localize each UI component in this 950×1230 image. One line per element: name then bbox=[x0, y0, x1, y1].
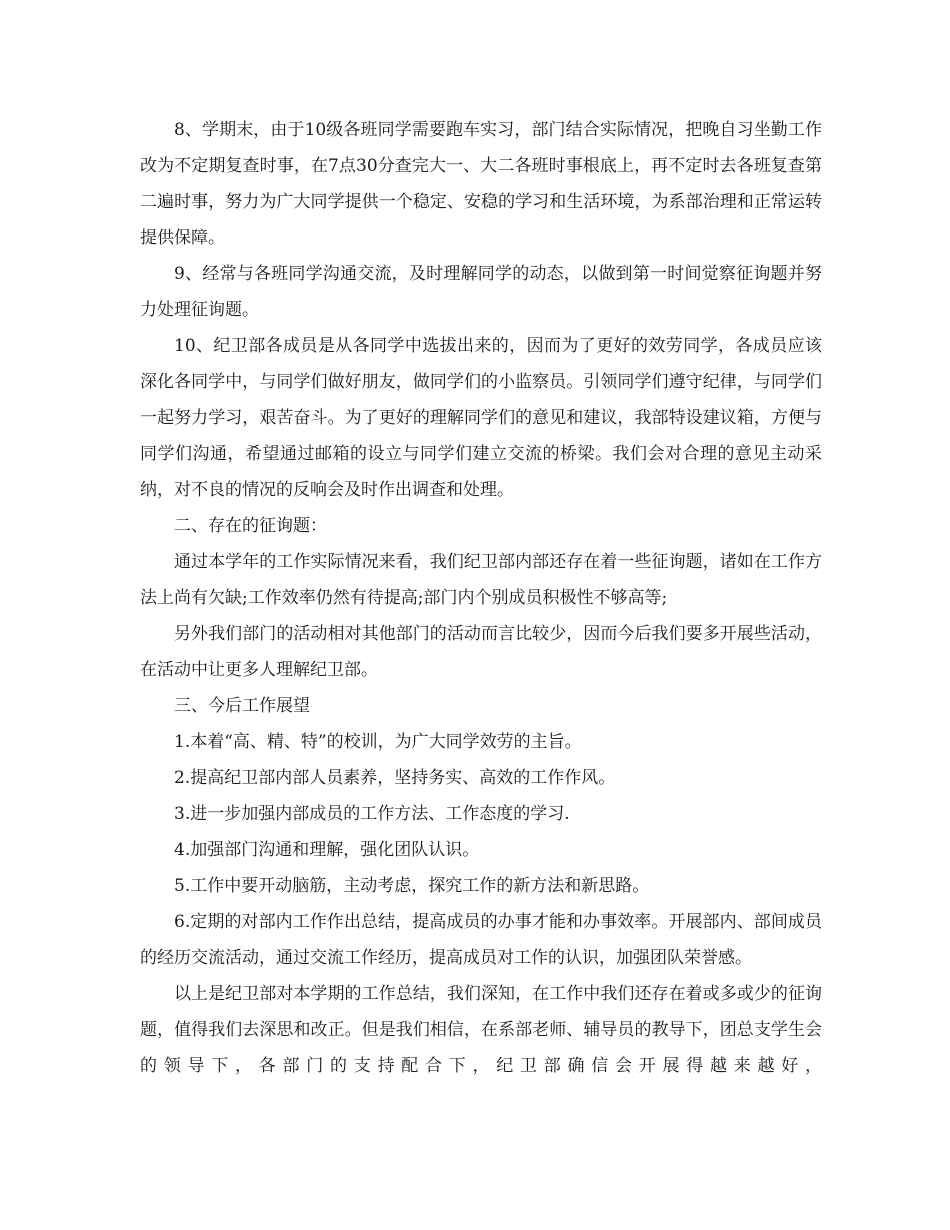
outlook-item-5: 5.工作中要开动脑筋，主动考虑，探究工作的新方法和新思路。 bbox=[174, 876, 650, 896]
document-page bbox=[140, 112, 822, 1084]
outlook-item-2: 2.提高纪卫部内部人员素养，坚持务实、高效的工作作风。 bbox=[174, 768, 616, 788]
section-heading-problems: 二、存在的征询题： bbox=[174, 516, 327, 536]
paragraph-item-10: 10、纪卫部各成员是从各同学中选拔出来的，因而为了更好的效劳同学，各成员应该深化各同学中，与同学们做好朋友，做同学们的小监察员。引领同学们遵守纪律，与同学们一起努力学习，艰苦奋斗。为了更好的理解同学们的意见和建议，我部特设建议箱，方便与同学们沟通，希望通过邮箱的设立与同学们建立交流的桥梁。我们会对合理的意见主动采纳，对不良的情况的反响会及时作出调查和处理。 bbox=[140, 336, 822, 500]
paragraph-conclusion: 以上是纪卫部对本学期的工作总结，我们深知，在工作中我们还存在着或多或少的征询题，值得我们去深思和改正。但是我们相信，在系部老师、辅导员的教导下，团总支学生会的领导下，各部门的支持配合下，纪卫部确信会开展得越来越好， bbox=[140, 984, 822, 1076]
paragraph-problems-2: 另外我们部门的活动相对其他部门的活动而言比较少，因而今后我们要多开展些活动，在活动中让更多人理解纪卫部。 bbox=[140, 624, 822, 680]
outlook-item-1: 1.本着“高、精、特”的校训，为广大同学效劳的主旨。 bbox=[174, 732, 582, 752]
paragraph-item-9: 9、经常与各班同学沟通交流，及时理解同学的动态，以做到第一时间觉察征询题并努力处理征询题。 bbox=[140, 264, 822, 320]
outlook-item-6: 6.定期的对部内工作作出总结，提高成员的办事才能和办事效率。开展部内、部间成员的经历交流活动，通过交流工作经历，提高成员对工作的认识，加强团队荣誉感。 bbox=[140, 912, 822, 968]
outlook-item-3: 3.进一步加强内部成员的工作方法、工作态度的学习. bbox=[174, 804, 570, 824]
paragraph-item-8: 8、学期末，由于10级各班同学需要跑车实习，部门结合实际情况，把晚自习坐勤工作改为不定期复查时事，在7点30分查完大一、大二各班时事根底上，再不定时去各班复查第二遍时事，努力为广大同学提供一个稳定、安稳的学习和生活环境，为系部治理和正常运转提供保障。 bbox=[140, 120, 822, 248]
paragraph-problems-1: 通过本学年的工作实际情况来看，我们纪卫部内部还存在着一些征询题，诸如在工作方法上尚有欠缺;工作效率仍然有待提高;部门内个别成员积极性不够高等; bbox=[140, 552, 822, 608]
outlook-item-4: 4.加强部门沟通和理解，强化团队认识。 bbox=[174, 840, 480, 860]
section-heading-outlook: 三、今后工作展望 bbox=[174, 696, 310, 716]
